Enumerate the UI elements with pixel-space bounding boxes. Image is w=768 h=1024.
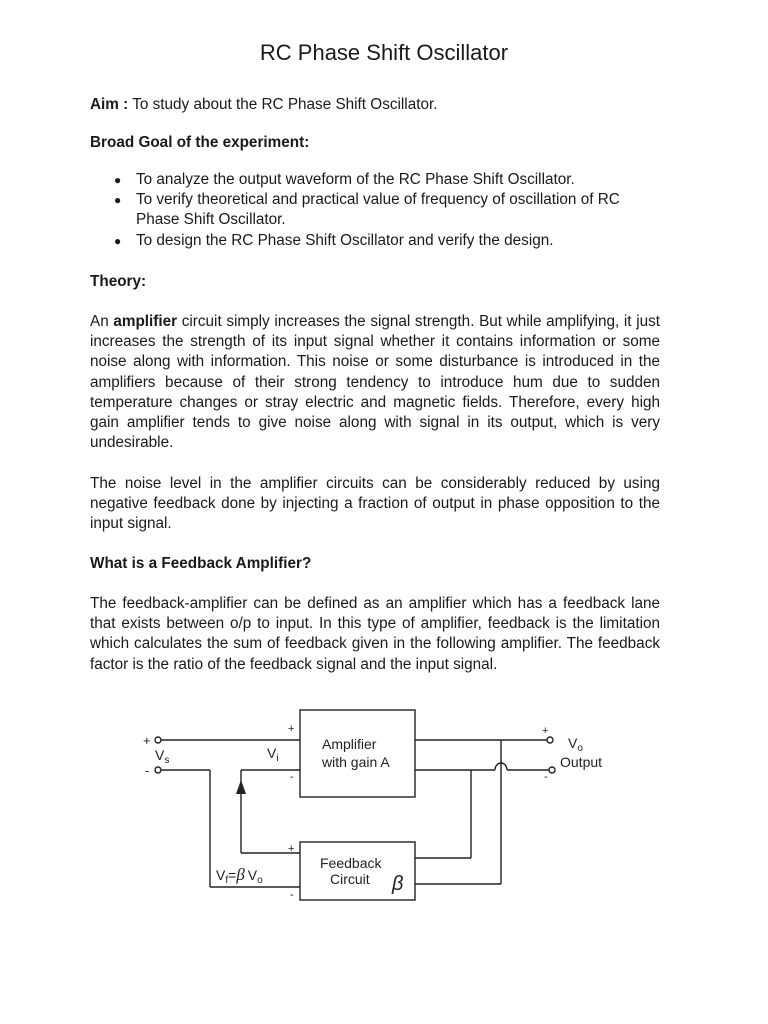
list-item bbox=[90, 170, 660, 190]
amp-plus: + bbox=[288, 723, 295, 735]
goal-text: To design the RC Phase Shift Oscillator and verify the design. bbox=[136, 231, 554, 249]
theory-p1-prefix: An bbox=[90, 313, 114, 330]
bullet-icon: ● bbox=[114, 233, 122, 248]
fb-plus: + bbox=[288, 843, 295, 855]
feedback-heading bbox=[90, 554, 660, 574]
list-item bbox=[90, 231, 660, 251]
feedback-heading-text: What is a Feedback Amplifier? bbox=[90, 555, 312, 572]
document-title: RC Phase Shift Oscillator bbox=[259, 40, 509, 65]
bullet-icon: ● bbox=[114, 193, 122, 208]
broad-goal-heading bbox=[90, 133, 660, 153]
amp-minus: - bbox=[290, 771, 294, 783]
amplifier-label-2: with gain A bbox=[322, 754, 390, 770]
theory-paragraph-2: The noise level in the amplifier circuits can be considerably reduced by using negative feedback done by injecting a fraction of output in phase opposition to the input signal. bbox=[90, 475, 660, 533]
amplifier-label-1: Amplifier bbox=[322, 736, 377, 752]
vo-minus: - bbox=[544, 771, 548, 783]
theory-paragraph-1 bbox=[90, 312, 660, 453]
theory-heading bbox=[90, 272, 660, 292]
vo-plus: + bbox=[542, 725, 549, 737]
aim-line bbox=[90, 95, 660, 115]
feedback-amplifier-diagram bbox=[140, 700, 620, 915]
output-label: Output bbox=[560, 754, 603, 770]
feedback-label-1: Feedback bbox=[320, 855, 382, 871]
theory-p1-bold: amplifier bbox=[113, 313, 178, 330]
broad-goal-heading-text: Broad Goal of the experiment: bbox=[90, 134, 310, 151]
aim-label: Aim : bbox=[90, 96, 129, 113]
theory-heading-text: Theory: bbox=[90, 273, 147, 290]
feedback-paragraph: The feedback-amplifier can be defined as an amplifier which has a feedback lane that exists between o/p to input. In this type of amplifier, feedback is the limitation which calculates the sum of feedback given in the following amplifier. The feedback factor is the ratio of the feedback signal and the input signal. bbox=[90, 595, 660, 673]
goal-list bbox=[90, 170, 660, 251]
vf-label: $V_f=\beta$ $V_o$ bbox=[216, 865, 263, 886]
arrow-up-icon bbox=[236, 780, 246, 794]
aim-text: To study about the RC Phase Shift Oscillator. bbox=[128, 96, 438, 113]
bullet-icon: ● bbox=[114, 173, 122, 187]
vo-label: $V_o$ bbox=[568, 735, 583, 754]
vs-plus: + bbox=[143, 733, 151, 748]
vs-label: $V_s$ bbox=[155, 747, 170, 766]
theory-p1-rest: circuit simply increases the signal strength. But while amplifying, it just increases the strength of its input signal whether it contains information or some noise along with information. This noise or some disturbance is introduced in the amplifiers because of their strong tendency to introduce hum due to sudden temperature changes or stray electric and magnetic fields. Therefore, every high gain amplifier tends to give noise along with signal in its output, which is very undesirable. bbox=[90, 313, 660, 452]
beta-symbol: β bbox=[392, 873, 404, 895]
goal-text: To verify theoretical and practical value of frequency of oscillation of RC Phase Shift Oscillator. bbox=[136, 191, 620, 229]
list-item bbox=[90, 190, 660, 230]
goal-text: To analyze the output waveform of the RC Phase Shift Oscillator. bbox=[136, 171, 575, 188]
vi-label: $V_i$ bbox=[267, 745, 279, 764]
fb-minus: - bbox=[290, 889, 294, 901]
feedback-label-2: Circuit bbox=[330, 871, 370, 887]
vs-minus: - bbox=[145, 763, 150, 778]
block-diagram-svg bbox=[140, 700, 620, 910]
